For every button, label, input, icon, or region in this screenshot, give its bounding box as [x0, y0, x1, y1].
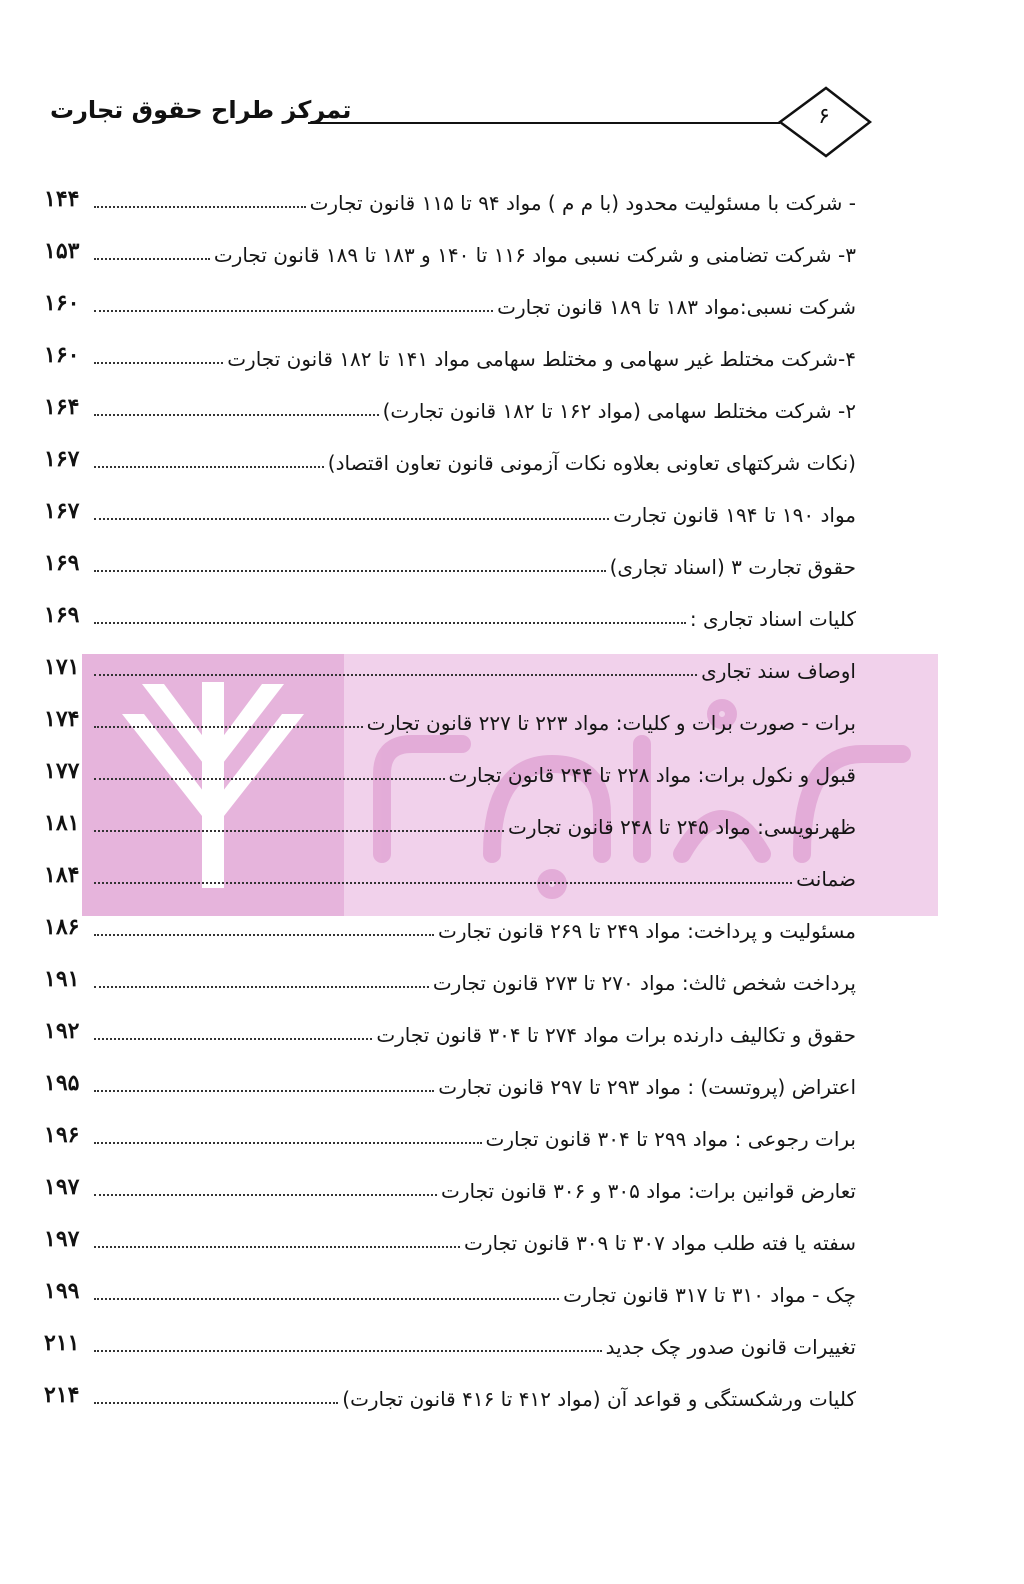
- toc-page-number: ۱۹۵: [44, 1070, 80, 1096]
- toc-page-number: ۱۶۰: [44, 342, 80, 368]
- dot-leader: [94, 726, 363, 728]
- dot-leader: [94, 570, 606, 572]
- toc-entry: [44, 1264, 856, 1316]
- toc-entry-title: اعتراض (پروتست) : مواد ۲۹۳ تا ۲۹۷ قانون تجارت: [438, 1075, 856, 1099]
- toc-entry-title: ضمانت: [796, 867, 856, 891]
- dot-leader: [94, 934, 434, 936]
- toc-entry: [44, 1004, 856, 1056]
- dot-leader: [94, 986, 429, 988]
- dot-leader: [94, 466, 324, 468]
- toc-entry-title: تعارض قوانین برات: مواد ۳۰۵ و ۳۰۶ قانون تجارت: [441, 1179, 856, 1203]
- dot-leader: [94, 1350, 602, 1352]
- toc-entry-title: مسئولیت و پرداخت: مواد ۲۴۹ تا ۲۶۹ قانون تجارت: [438, 919, 856, 943]
- toc-entry: [44, 1108, 856, 1160]
- toc-entry-title: - شرکت با مسئولیت محدود (با م م ) مواد ۹۴ تا ۱۱۵ قانون تجارت: [309, 191, 856, 215]
- toc-entry: [44, 744, 856, 796]
- toc-entry-title: برات - صورت برات و کلیات: مواد ۲۲۳ تا ۲۲۷ قانون تجارت: [366, 711, 856, 735]
- toc-entry-title: برات رجوعی : مواد ۲۹۹ تا ۳۰۴ قانون تجارت: [485, 1127, 856, 1151]
- toc-entry-title: (نکات شرکتهای تعاونی بعلاوه نکات آزمونی قانون تعاون اقتصاد): [327, 451, 856, 475]
- toc-entry: [44, 380, 856, 432]
- header-rule: [308, 122, 780, 124]
- toc-entry-title: حقوق و تکالیف دارنده برات مواد ۲۷۴ تا ۳۰۴ قانون تجارت: [376, 1023, 856, 1047]
- toc-entry: [44, 484, 856, 536]
- toc-page-number: ۱۹۲: [44, 1018, 80, 1044]
- dot-leader: [94, 882, 792, 884]
- toc-page-number: ۱۶۷: [44, 446, 80, 472]
- page-number: ۶: [818, 104, 830, 129]
- toc-entry: [44, 900, 856, 952]
- toc-page-number: ۱۵۳: [44, 238, 80, 264]
- toc-page-number: ۱۹۷: [44, 1226, 80, 1252]
- toc-page-number: ۱۶۴: [44, 394, 80, 420]
- dot-leader: [94, 1090, 434, 1092]
- toc-entry-title: اوصاف سند تجاری: [701, 659, 856, 683]
- dot-leader: [94, 1038, 372, 1040]
- table-of-contents: [44, 172, 856, 1420]
- toc-page-number: ۱۷۴: [44, 706, 80, 732]
- dot-leader: [94, 622, 686, 624]
- toc-entry-title: سفته یا فته طلب مواد ۳۰۷ تا ۳۰۹ قانون تجارت: [464, 1231, 856, 1255]
- toc-page-number: ۱۹۷: [44, 1174, 80, 1200]
- toc-entry: [44, 432, 856, 484]
- toc-page-number: ۱۶۷: [44, 498, 80, 524]
- dot-leader: [94, 258, 210, 260]
- toc-page-number: ۲۱۴: [44, 1382, 80, 1408]
- toc-entry-title: تغییرات قانون صدور چک جدید: [605, 1335, 856, 1359]
- toc-entry-title: ۲- شرکت مختلط سهامی (مواد ۱۶۲ تا ۱۸۲ قانون تجارت): [382, 399, 856, 423]
- toc-entry: [44, 848, 856, 900]
- toc-page-number: ۱۶۹: [44, 550, 80, 576]
- toc-page-number: ۱۶۰: [44, 290, 80, 316]
- toc-entry-title: کلیات اسناد تجاری :: [689, 607, 856, 631]
- toc-entry: [44, 1368, 856, 1420]
- toc-entry: [44, 1056, 856, 1108]
- toc-entry-title: چک - مواد ۳۱۰ تا ۳۱۷ قانون تجارت: [563, 1283, 856, 1307]
- page-number-badge: [776, 84, 872, 160]
- toc-entry: [44, 796, 856, 848]
- toc-entry-title: قبول و نکول برات: مواد ۲۲۸ تا ۲۴۴ قانون تجارت: [448, 763, 856, 787]
- toc-entry-title: پرداخت شخص ثالث: مواد ۲۷۰ تا ۲۷۳ قانون تجارت: [432, 971, 856, 995]
- toc-entry-title: ۴-شرکت مختلط غیر سهامی و مختلط سهامی مواد ۱۴۱ تا ۱۸۲ قانون تجارت: [227, 347, 856, 371]
- dot-leader: [94, 1402, 338, 1404]
- toc-entry-title: کلیات ورشکستگی و قواعد آن (مواد ۴۱۲ تا ۴۱۶ قانون تجارت): [342, 1387, 856, 1411]
- dot-leader: [94, 362, 223, 364]
- toc-entry: [44, 172, 856, 224]
- dot-leader: [94, 674, 697, 676]
- toc-entry: [44, 328, 856, 380]
- dot-leader: [94, 518, 609, 520]
- toc-entry-title: شرکت نسبی:مواد ۱۸۳ تا ۱۸۹ قانون تجارت: [497, 295, 856, 319]
- toc-page-number: ۱۴۴: [44, 186, 80, 212]
- toc-entry: [44, 1212, 856, 1264]
- toc-entry-title: حقوق تجارت ۳ (اسناد تجاری): [609, 555, 856, 579]
- dot-leader: [94, 1194, 437, 1196]
- toc-page-number: ۱۸۶: [44, 914, 80, 940]
- toc-entry: [44, 536, 856, 588]
- toc-entry-title: ظهرنویسی: مواد ۲۴۵ تا ۲۴۸ قانون تجارت: [508, 815, 856, 839]
- toc-entry-title: ۳- شرکت تضامنی و شرکت نسبی مواد ۱۱۶ تا ۱۴۰ و ۱۸۳ تا ۱۸۹ قانون تجارت: [213, 243, 856, 267]
- toc-entry: [44, 1160, 856, 1212]
- toc-page-number: ۱۹۱: [44, 966, 80, 992]
- dot-leader: [94, 778, 445, 780]
- toc-page-number: ۱۷۷: [44, 758, 80, 784]
- toc-page-number: ۱۷۱: [44, 654, 80, 680]
- toc-entry: [44, 1316, 856, 1368]
- dot-leader: [94, 310, 493, 312]
- toc-entry: [44, 952, 856, 1004]
- toc-entry: [44, 692, 856, 744]
- toc-entry-title: مواد ۱۹۰ تا ۱۹۴ قانون تجارت: [613, 503, 856, 527]
- toc-page-number: ۱۹۶: [44, 1122, 80, 1148]
- toc-entry: [44, 224, 856, 276]
- running-header-title: تمرکز طراح حقوق تجارت: [50, 96, 352, 124]
- dot-leader: [94, 1298, 559, 1300]
- dot-leader: [94, 830, 504, 832]
- toc-page-number: ۱۸۴: [44, 862, 80, 888]
- toc-entry: [44, 276, 856, 328]
- toc-page-number: ۱۹۹: [44, 1278, 80, 1304]
- dot-leader: [94, 1246, 460, 1248]
- dot-leader: [94, 1142, 482, 1144]
- dot-leader: [94, 414, 379, 416]
- toc-entry: [44, 640, 856, 692]
- toc-page-number: ۱۶۹: [44, 602, 80, 628]
- toc-page-number: ۱۸۱: [44, 810, 80, 836]
- toc-entry: [44, 588, 856, 640]
- dot-leader: [94, 206, 306, 208]
- toc-page-number: ۲۱۱: [44, 1330, 80, 1356]
